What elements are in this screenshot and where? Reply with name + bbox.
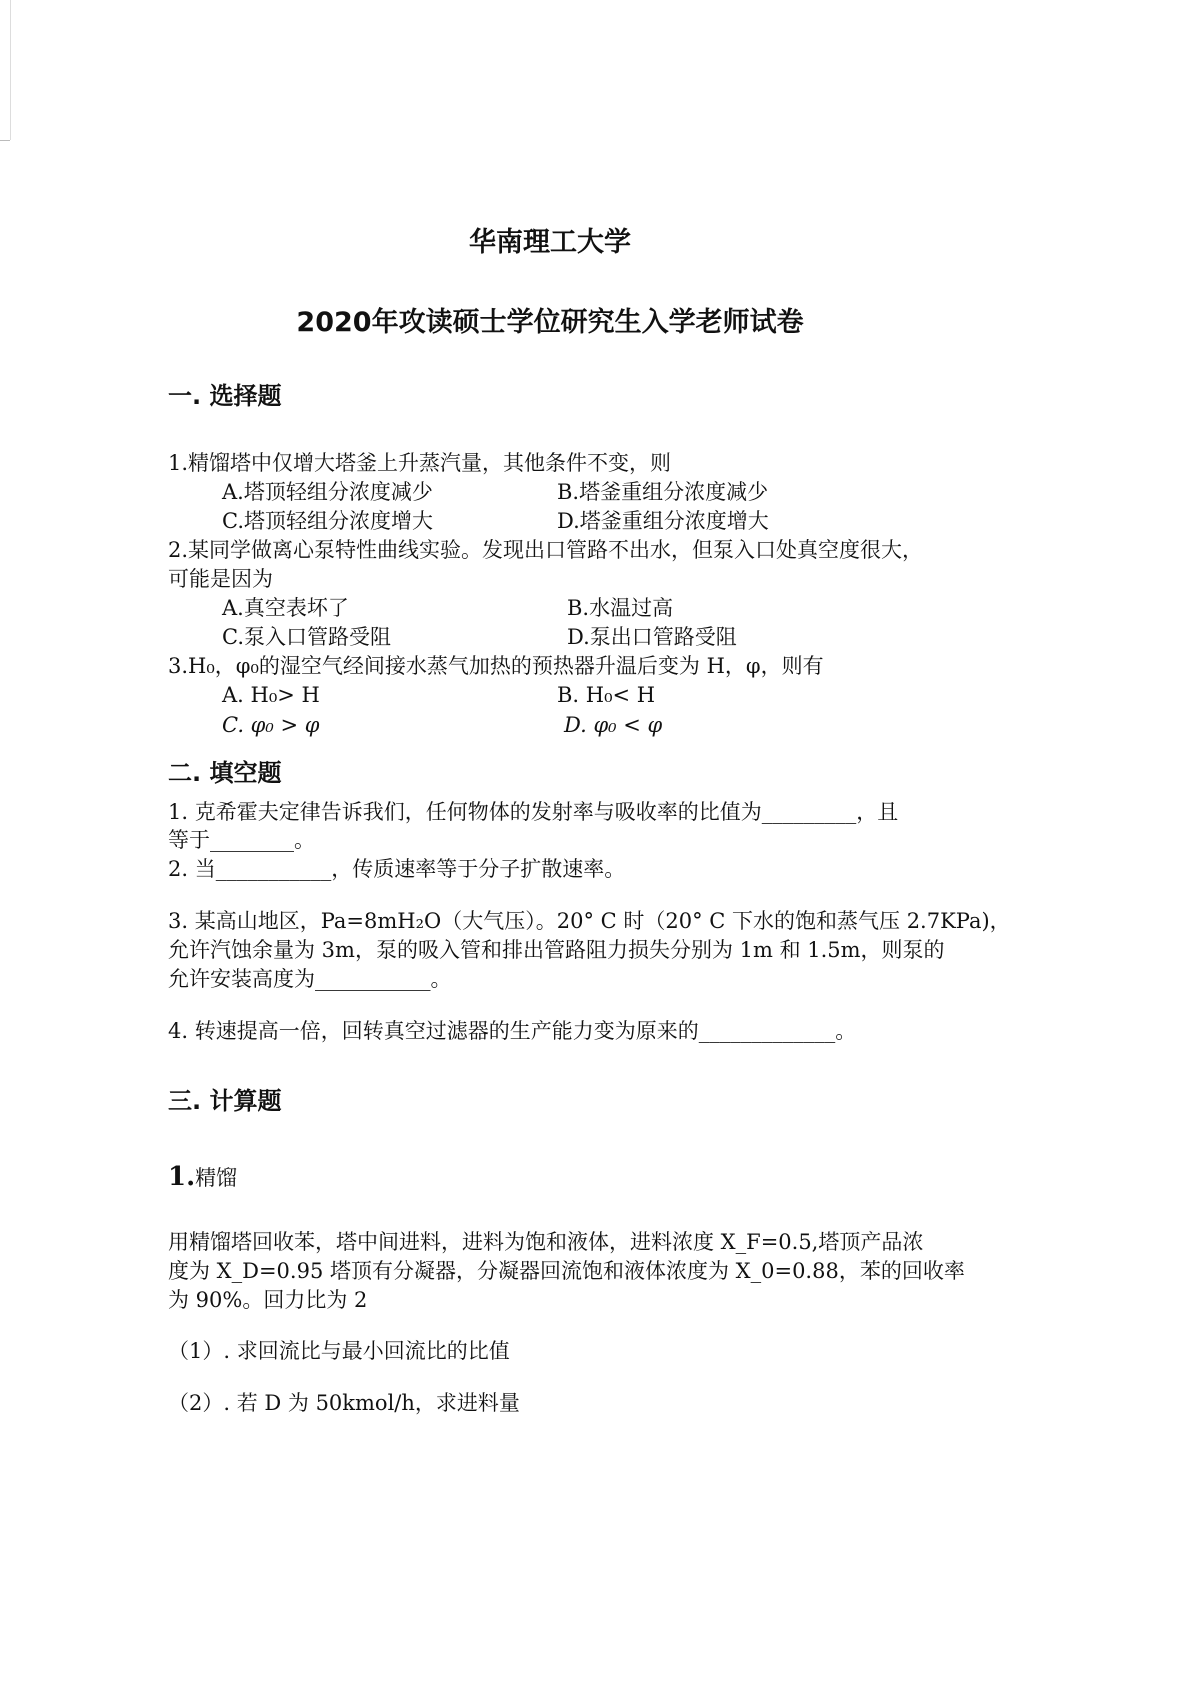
fill-question-2: 2. 当___________，传质速率等于分子扩散速率。 xyxy=(168,857,626,881)
fill-question-4: 4. 转速提高一倍，回转真空过滤器的生产能力变为原来的_____________。 xyxy=(168,1019,857,1043)
question-3-option-c: C. φ₀ > φ xyxy=(222,713,320,737)
calc-problem-text-2: 度为 X_D=0.95 塔顶有分凝器，分凝器回流饱和液体浓度为 X_0=0.88，苯的回收率 xyxy=(168,1259,965,1283)
question-1-option-c: C.塔顶轻组分浓度增大 xyxy=(222,509,433,533)
question-2-option-c: C.泵入口管路受阻 xyxy=(222,625,391,649)
page-corner-mark xyxy=(0,140,10,141)
calc-problem-1-title xyxy=(168,1163,237,1192)
calc-subquestion-1: （1）. 求回流比与最小回流比的比值 xyxy=(168,1339,510,1363)
fill-question-3: 3. 某高山地区，Pa=8mH₂O（大气压）。20° C 时（20° C 下水的饱和蒸气压 2.7KPa)， xyxy=(168,909,1011,933)
question-1-option-b: B.塔釜重组分浓度减少 xyxy=(557,480,769,504)
section-heading-calculation: 三. 计算题 xyxy=(168,1087,282,1115)
section-heading-fill-blank: 二. 填空题 xyxy=(168,759,282,787)
question-3-stem: 3.H₀，φ₀的湿空气经间接水蒸气加热的预热器升温后变为 H，φ，则有 xyxy=(168,654,824,678)
calc-problem-number: 1. xyxy=(168,1162,196,1192)
fill-question-3-cont: 允许汽蚀余量为 3m，泵的吸入管和排出管路阻力损失分别为 1m 和 1.5m，则泵的 xyxy=(168,938,945,962)
question-2-stem: 2.某同学做离心泵特性曲线实验。发现出口管路不出水，但泵入口处真空度很大， xyxy=(168,538,924,562)
fill-question-1: 1. 克希霍夫定律告诉我们，任何物体的发射率与吸收率的比值为_________，且 xyxy=(168,800,899,824)
fill-question-3-cont2: 允许安装高度为___________。 xyxy=(168,967,452,991)
question-3-option-d: D. φ₀ < φ xyxy=(564,713,663,737)
question-1-stem: 1.精馏塔中仅增大塔釜上升蒸汽量，其他条件不变，则 xyxy=(168,451,672,475)
question-3-option-a: A. H₀> H xyxy=(222,683,320,707)
calc-subquestion-2: （2）. 若 D 为 50kmol/h，求进料量 xyxy=(168,1391,520,1415)
document-subtitle: 2020年攻读硕士学位研究生入学老师试卷 xyxy=(296,307,804,338)
page-edge-mark xyxy=(10,0,11,140)
question-2-stem-cont: 可能是因为 xyxy=(168,567,273,591)
fill-question-1-cont: 等于________。 xyxy=(168,828,315,852)
document-title: 华南理工大学 xyxy=(469,227,631,258)
question-3-option-b: B. H₀< H xyxy=(557,683,656,707)
question-2-option-b: B.水温过高 xyxy=(567,596,674,620)
question-1-option-a: A.塔顶轻组分浓度减少 xyxy=(222,480,433,504)
calc-problem-text-1: 用精馏塔回收苯，塔中间进料，进料为饱和液体，进料浓度 X_F=0.5,塔顶产品浓 xyxy=(168,1230,924,1254)
calc-problem-name: 精馏 xyxy=(195,1166,238,1190)
question-2-option-d: D.泵出口管路受阻 xyxy=(567,625,737,649)
section-heading-choice: 一. 选择题 xyxy=(168,382,282,410)
question-2-option-a: A.真空表坏了 xyxy=(222,596,349,620)
question-1-option-d: D.塔釜重组分浓度增大 xyxy=(557,509,769,533)
calc-problem-text-3: 为 90%。回力比为 2 xyxy=(168,1288,368,1312)
